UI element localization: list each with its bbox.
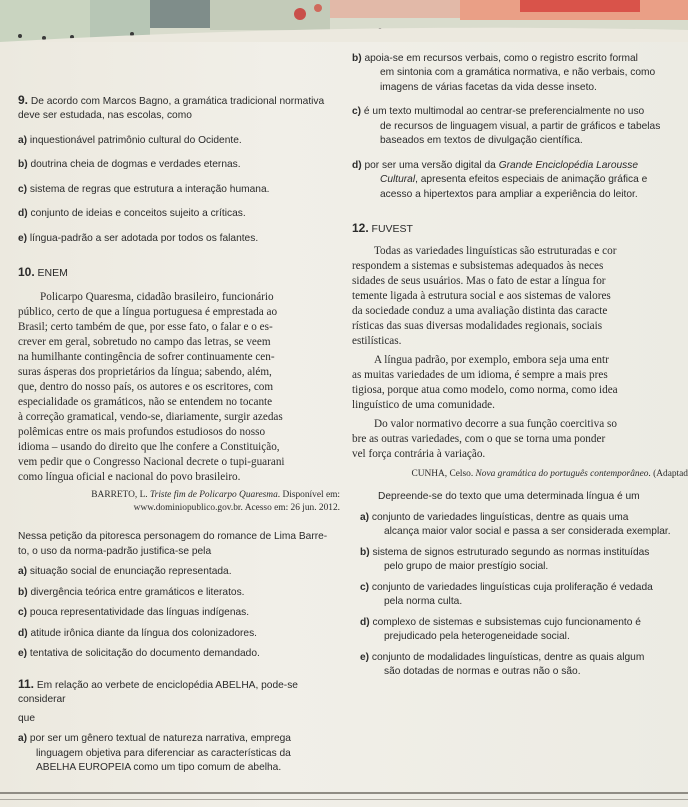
textbook-page (0, 42, 688, 807)
option-a[interactable]: a) por ser um gênero textual de natureza narrativa, emprega linguagem objetiva para diferenciar as características da ABELHA EUROPEIA como um tipo comum de abelha. (18, 733, 291, 774)
question-stem: Depreende-se do texto que uma determinada língua é um (378, 491, 640, 503)
question-12 (352, 220, 688, 679)
left-column (18, 92, 340, 776)
option-e[interactable]: e) tentativa de solicitação do documento demandado. (18, 648, 260, 660)
question-stem-line: Em relação ao verbete de enciclopédia ABELHA, pode-se considerar (18, 679, 298, 706)
option-a[interactable]: a) conjunto de variedades linguísticas, dentre as quais uma alcança maior valor social e passa a ser considerada exemplar. (360, 511, 671, 538)
option-b[interactable]: b) doutrina cheia de dogmas e verdades eternas. (18, 159, 241, 171)
option-d[interactable]: d) complexo de sistemas e subsistemas cujo funcionamento é prejudicado pela heterogeneidade social. (360, 616, 641, 643)
option-d[interactable]: d) atitude irônica diante da língua dos colonizadores. (18, 627, 258, 639)
excerpt-citation: BARRETO, L. Triste fim de Policarpo Quaresma. Disponível em: www.dominiopublico.gov.br. Acesso em: 26 jun. 2012. (91, 489, 340, 513)
question-number: 11. (18, 676, 35, 691)
question-9 (18, 92, 340, 246)
question-stem-line: De acordo com Marcos Bagno, a gramática tradicional normativa (30, 96, 325, 107)
option-e[interactable]: e) língua-padrão a ser adotada por todos os falantes. (18, 232, 259, 244)
option-a[interactable]: a) inquestionável patrimônio cultural do Ocidente. (18, 134, 242, 146)
option-d[interactable]: d) por ser uma versão digital da Grande Enciclopédia Larousse Cultural, apresenta efeitos especiais de animação gráfica e acesso a hipertextos para ampliar a experiência do leitor. (352, 159, 648, 200)
question-stem-line: que (18, 712, 35, 724)
decorative-top-banner (0, 0, 688, 42)
question-number: 12. (352, 221, 369, 236)
option-c[interactable]: c) conjunto de variedades linguísticas cuja proliferação é vedada pela norma culta. (360, 581, 653, 608)
option-b[interactable]: b) sistema de signos estruturado segundo as normas instituídas pelo grupo de maior prestígio social. (360, 546, 650, 573)
excerpt-citation: CUNHA, Celso. Nova gramática do português contemporâneo. (Adaptad (411, 468, 688, 479)
page-bottom-rule (0, 799, 688, 800)
option-c[interactable]: c) pouca representatividade das línguas indígenas. (18, 607, 250, 619)
source-tag: ENEM (37, 267, 68, 280)
excerpt-text: Todas as variedades linguísticas são estruturadas e cor respondem a sistemas e subsistemas adequados às neces sidades de seus usuários. Mas o fato de estar a língua for temente ligada à estrutura social e aos sistemas de valores da sociedade conduz a uma avaliação distinta das caracte rísticas das suas diversas modalidades regionais, sociais estilísticas. A língua padrão, por exemplo, embora seja uma entr as muitas variedades de um idioma, é sempre a mais pres tigiosa, porque atua como modelo, como norma, como idea linguístico de uma comunidade. Do valor normativo decorre a sua função coercitiva so bre as outras variedades, com o que se torna uma ponder vel força contrária à variação. (352, 244, 618, 460)
option-b[interactable]: b) divergência teórica entre gramáticos e literatos. (18, 586, 245, 598)
question-stem-line: deve ser estudada, nas escolas, como (18, 110, 192, 122)
banner-illustration (0, 0, 688, 42)
source-tag: FUVEST (371, 223, 413, 236)
option-c[interactable]: c) é um texto multimodal ao centrar-se preferencialmente no uso de recursos de linguagem visual, a partir de gráficos e tabelas baseados em textos de divulgação científica. (352, 106, 661, 147)
option-c[interactable]: c) sistema de regras que estrutura a interação humana. (18, 183, 270, 195)
question-number: 10. (18, 265, 35, 280)
option-a[interactable]: a) situação social de enunciação representada. (18, 566, 232, 578)
question-stem-line: to, o uso da norma-padrão justifica-se pela (18, 545, 212, 557)
option-d[interactable]: d) conjunto de ideias e conceitos sujeito a críticas. (18, 208, 246, 220)
question-number: 9. (18, 93, 29, 107)
right-column (352, 52, 688, 680)
question-stem-line: Nessa petição da pitoresca personagem do romance de Lima Barre- (18, 531, 328, 543)
excerpt-text: Policarpo Quaresma, cidadão brasileiro, funcionário público, certo de que a língua portuguesa é emprestada ao Brasil; certo também de que, por esse fato, o falar e o es- crever em geral, sobretudo no campo das letras, se veem na humilhante contingência de sofrer continuamente cen- suras ásperas dos proprietários da língua; sabendo, além, que, dentro do nosso país, os autores e os escritores, com especialidade os gramáticos, não se entendem no tocante à correção gramatical, vendo-se, diariamente, surgir azedas polêmicas entre os mais profundos estudiosos do nosso idioma – usando do direito que lhe confere a Constituição, vem pedir que o Congresso Nacional decrete o tupi-guarani como língua oficial e nacional do povo brasileiro. (18, 290, 285, 483)
question-11-continued (352, 52, 688, 202)
option-e[interactable]: e) conjunto de modalidades linguísticas, dentre as quais algum são dotadas de normas e outras não o são. (360, 651, 645, 678)
question-11 (18, 676, 340, 776)
page-bottom-rule (0, 792, 688, 794)
option-b[interactable]: b) apoia-se em recursos verbais, como o registro escrito formal em sintonia com a gramática normativa, e não verbais, como imagens de várias facetas da vida desse inseto. (352, 53, 656, 93)
question-10 (18, 264, 340, 661)
